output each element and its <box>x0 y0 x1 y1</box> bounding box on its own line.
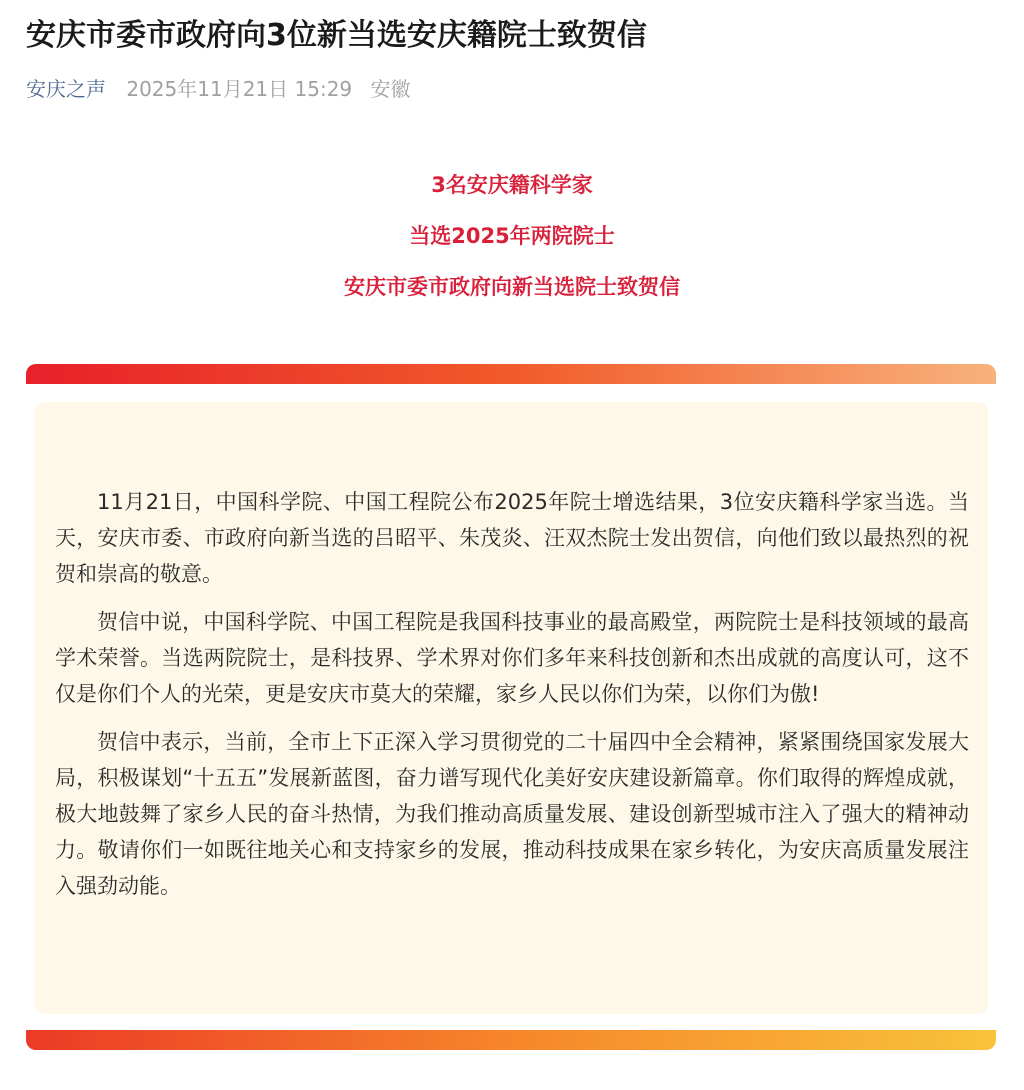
ribbon-bottom-decoration <box>26 1030 996 1050</box>
headline-line: 安庆市委市政府向新当选院士致贺信 <box>344 275 680 299</box>
body-paragraph: 贺信中说，中国科学院、中国工程院是我国科技事业的最高殿堂，两院院士是科技领域的最高学术荣誉。当选两院院士，是科技界、学术界对你们多年来科技创新和杰出成就的高度认可，这不仅是你们个人的光荣，更是安庆市莫大的荣耀，家乡人民以你们为荣，以你们为傲! <box>55 610 969 706</box>
body-paragraph: 贺信中表示，当前，全市上下正深入学习贯彻党的二十届四中全会精神，紧紧围绕国家发展大局，积极谋划“十五五”发展新蓝图，奋力谱写现代化美好安庆建设新篇章。你们取得的辉煌成就，极大地鼓舞了家乡人民的奋斗热情，为我们推动高质量发展、建设创新型城市注入了强大的精神动力。敬请你们一如既往地关心和支持家乡的发展，推动科技成果在家乡转化，为安庆高质量发展注入强劲动能。 <box>55 730 969 898</box>
headline-line: 当选2025年两院院士 <box>409 224 615 248</box>
article-title: 安庆市委市政府向3位新当选安庆籍院士致贺信 <box>26 18 647 53</box>
ribbon-top-decoration <box>26 364 996 384</box>
headline-block <box>0 160 1024 313</box>
source-link[interactable]: 安庆之声 <box>26 77 106 101</box>
publish-time: 2025年11月21日 15:29 <box>126 77 353 101</box>
article-meta <box>26 74 411 104</box>
letter-body <box>55 484 969 916</box>
body-paragraph: 11月21日，中国科学院、中国工程院公布2025年院士增选结果，3位安庆籍科学家当选。当天，安庆市委、市政府向新当选的吕昭平、朱茂炎、汪双杰院士发出贺信，向他们致以最热烈的祝贺和崇高的敬意。 <box>55 490 969 586</box>
region-label: 安徽 <box>370 77 411 101</box>
headline-line: 3名安庆籍科学家 <box>431 173 593 197</box>
